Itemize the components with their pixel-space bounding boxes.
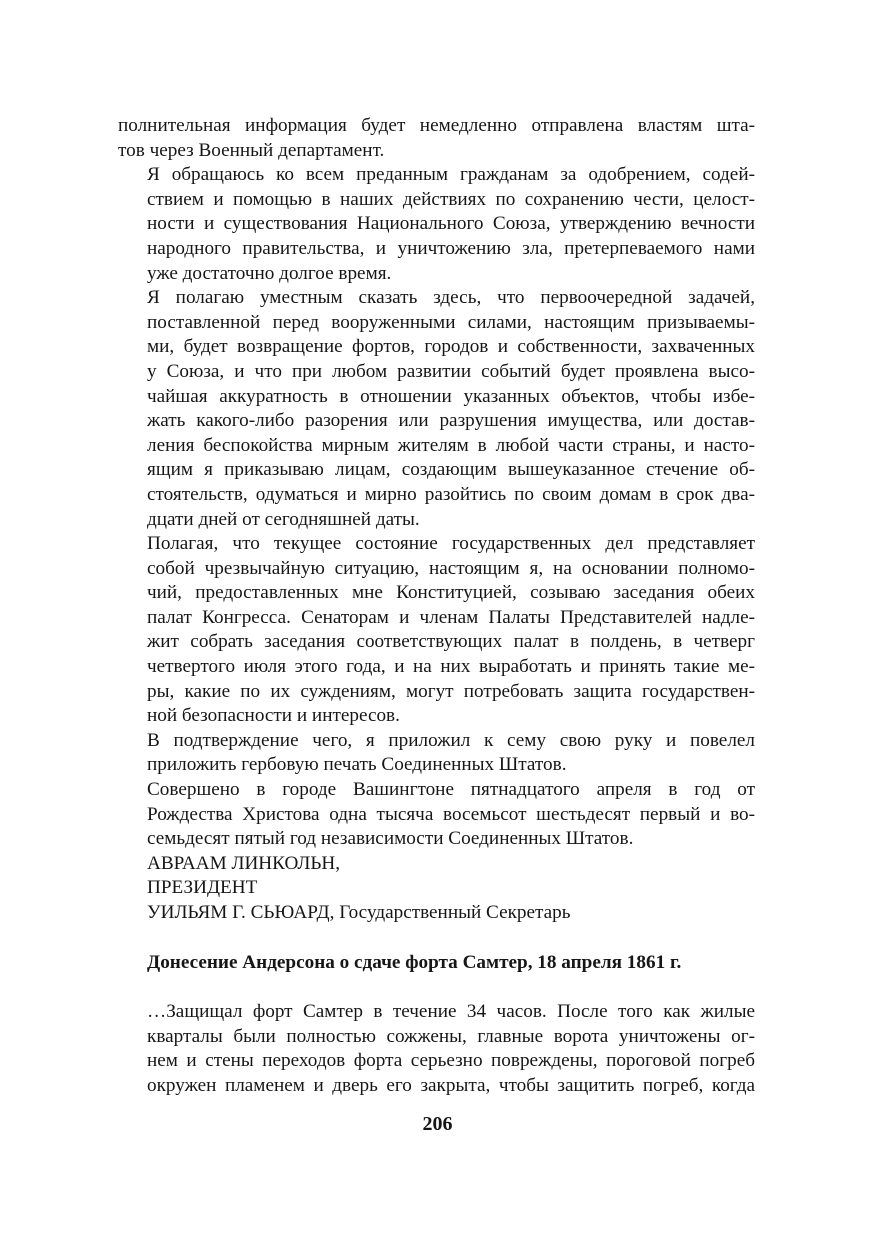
page-number: 206 [422,1113,453,1135]
text-line: В подтверждение чего, я приложил к сему свою руку и повелел [147,729,755,751]
text-line: ры, какие по их суждениям, могут потребовать защита государствен- [147,680,755,702]
text-line: чайшая аккуратность в отношении указанных объектов, чтобы избе- [147,385,755,407]
paragraph [118,532,755,729]
text-line: палат Конгресса. Сенаторам и членам Палаты Представителей надле- [147,606,755,628]
text-line: Я обращаюсь ко всем преданным гражданам за одобрением, содей- [147,164,755,186]
text-line: ности и существования Национального Союза, утверждению вечности [147,213,755,235]
text-line: семьдесят пятый год независимости Соединенных Штатов. [147,828,634,850]
text-line: поставленной перед вооруженными силами, настоящим призываемы- [147,311,755,333]
paragraph [118,729,755,778]
text-line: приложить гербовую печать Соединенных Штатов. [147,754,567,776]
text-line: Совершено в городе Вашингтоне пятнадцатого апреля в год от [147,779,755,801]
text-line: стоятельств, одуматься и мирно разойтись по своим домам в срок два- [147,483,755,505]
section-heading: Донесение Андерсона о сдаче форта Самтер, 18 апреля 1861 г. [147,951,682,973]
text-line: нем и стены переходов форта серьезно повреждены, пороговой погреб [147,1050,755,1072]
text-line: жать какого-либо разорения или разрушения имущества, или достав- [147,410,755,432]
text-line: собой чрезвычайную ситуацию, настоящим я, на основании полномо- [147,557,755,579]
text-line: ствием и помощью в наших действиях по сохранению чести, целост- [147,188,755,210]
text-line: ления беспокойства мирным жителям в любой части страны, и насто- [147,434,755,456]
text-line: уже достаточно долгое время. [147,262,392,284]
paragraph [118,286,755,532]
text-line: Полагая, что текущее состояние государственных дел представляет [147,533,755,555]
anderson-report-text [118,1000,755,1098]
text-line: …Защищал форт Самтер в течение 34 часов. После того как жилые [147,1001,755,1023]
text-line: чий, предоставленных мне Конституцией, созываю заседания обеих [147,582,755,604]
text-line: ми, будет возвращение фортов, городов и собственности, захваченных [147,336,755,358]
text-line: дцати дней от сегодняшней даты. [147,508,420,530]
text-line: кварталы были полностью сожжены, главные ворота уничтожены ог- [147,1025,755,1047]
text-line: полнительная информация будет немедленно отправлена властям шта- [118,115,755,136]
text-line: ящим я приказываю лицам, создающим вышеуказанное стечение об- [147,459,755,481]
text-line: окружен пламенем и дверь его закрыта, чтобы защитить погреб, когда [147,1074,755,1096]
body-text [118,114,755,1099]
text-line: народного правительства, и уничтожению зла, претерпеваемого нами [147,237,755,259]
text-line: жит собрать заседания соответствующих палат в полдень, в четверг [147,631,755,653]
paragraph [118,778,755,852]
text-line: Рождества Христова одна тысяча восемьсот шестьдесят первый и во- [147,803,755,825]
signature-line-lincoln: АВРААМ ЛИНКОЛЬН, [147,852,341,874]
paragraph [118,114,755,163]
paragraph [118,1000,755,1098]
text-line: Я полагаю уместным сказать здесь, что первоочередной задачей, [147,287,755,309]
signature-block [118,852,755,926]
paragraph [118,163,755,286]
signature-line-seward: УИЛЬЯМ Г. СЬЮАРД, Государственный Секретарь [147,902,571,923]
text-line: четвертого июля этого года, и на них выработать и принять такие ме- [147,656,755,678]
text-line: ной безопасности и интересов. [147,705,400,727]
text-line: у Союза, и что при любом развитии событий будет проявлена высо- [147,360,755,382]
proclamation-text [118,114,755,852]
signature-line-president: ПРЕЗИДЕНТ [147,877,258,899]
text-line: тов через Военный департамент. [118,139,385,161]
